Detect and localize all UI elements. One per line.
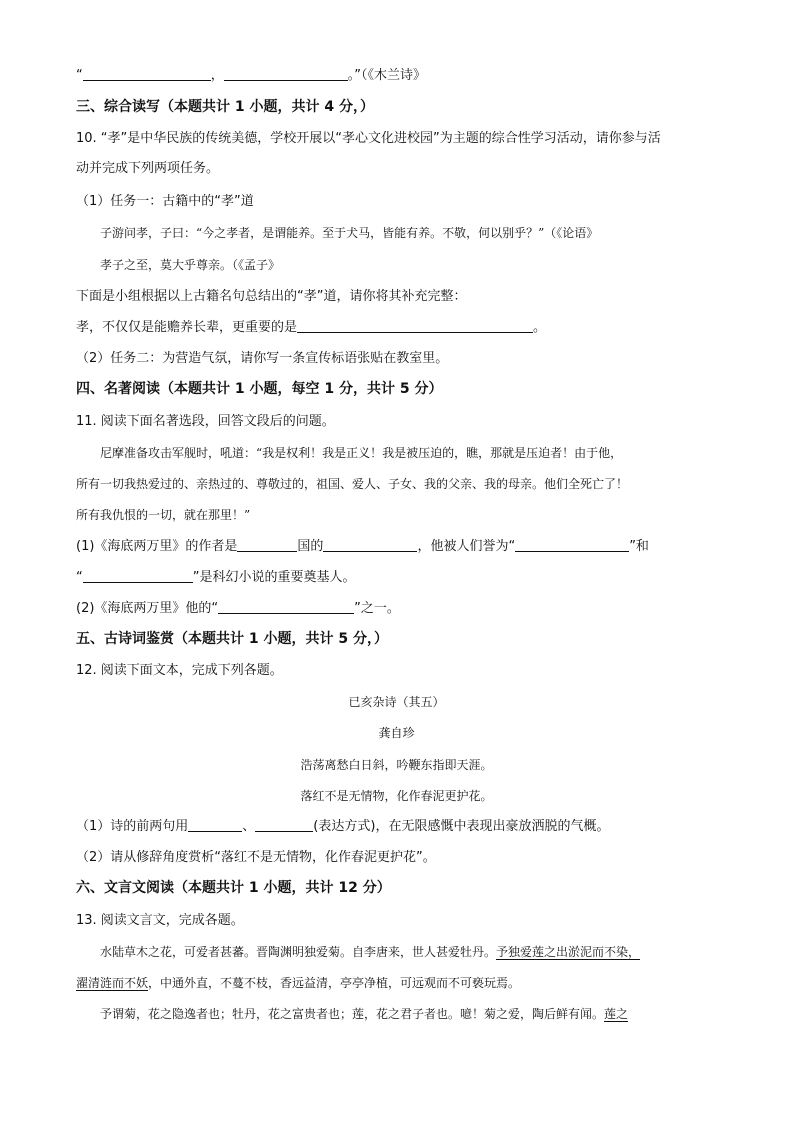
passage-11-line-3: 所有我仇恨的一切，就在那里！” bbox=[76, 508, 251, 522]
question-12: 12. 阅读下面文本，完成下列各题。 bbox=[76, 663, 283, 678]
section-5-heading: 五、古诗词鉴赏（本题共计 1 小题，共计 5 分，） bbox=[76, 631, 388, 647]
passage-11-line-2: 所有一切我热爱过的、亲热过的、尊敬过的，祖国、爱人、子女、我的父亲、我的母亲。他们全死亡了！ bbox=[76, 477, 629, 491]
task-1: （1）任务一：古籍中的“孝”道 bbox=[76, 194, 254, 209]
question-12-2: （2）请从修辞角度赏析“落红不是无情物，化作春泥更护花”。 bbox=[76, 850, 436, 865]
question-10-cont: 动并完成下列两项任务。 bbox=[76, 161, 220, 176]
answer-blank[interactable] bbox=[255, 817, 313, 832]
answer-blank[interactable] bbox=[83, 66, 211, 81]
question-10: 10. “孝”是中华民族的传统美德，学校开展以“孝心文化进校园”为主题的综合性学习活动，请你参与活 bbox=[76, 131, 661, 146]
section-6-heading: 六、文言文阅读（本题共计 1 小题，共计 12 分） bbox=[76, 880, 391, 896]
passage-11-line-1: 尼摩准备攻击军舰时，吼道：“我是权利！我是正义！我是被压迫的，瞧，那就是压迫者！由于他， bbox=[100, 446, 623, 460]
poem-title: 已亥杂诗（其五） bbox=[348, 695, 445, 709]
answer-blank[interactable] bbox=[83, 568, 193, 583]
answer-blank[interactable] bbox=[237, 537, 297, 552]
fill-line: 孝，不仅仅是能赡养长辈，更重要的是 。 bbox=[76, 320, 547, 335]
question-11-1-cont: “ ”是科幻小说的重要奠基人。 bbox=[76, 570, 356, 585]
answer-blank[interactable] bbox=[515, 537, 629, 552]
passage-13-line-2: 濯清涟而不妖，中通外直，不蔓不枝，香远益清，亭亭净植，可远观而不可亵玩焉。 bbox=[76, 976, 521, 990]
question-11: 11. 阅读下面名著选段，回答文段后的问题。 bbox=[76, 414, 335, 429]
answer-blank[interactable] bbox=[323, 537, 417, 552]
underlined-phrase: 莲之 bbox=[604, 1007, 629, 1021]
underlined-phrase: 濯清涟而不妖 bbox=[76, 976, 149, 990]
fill-prompt: 下面是小组根据以上古籍名句总结出的“孝”道，请你将其补充完整： bbox=[76, 289, 467, 304]
answer-blank[interactable] bbox=[218, 599, 354, 614]
section-3-heading: 三、综合读写（本题共计 1 小题，共计 4 分，） bbox=[76, 99, 374, 115]
quote-mengzi: 孝子之至，莫大乎尊亲。（《孟子》 bbox=[100, 258, 281, 272]
question-11-1: (1)《海底两万里》的作者是 国的 ，他被人们誉为“ ”和 bbox=[76, 539, 649, 554]
section-4-heading: 四、名著阅读（本题共计 1 小题，每空 1 分，共计 5 分） bbox=[76, 381, 443, 397]
question-12-1: （1）诗的前两句用 、 (表达方式)，在无限感慨中表现出豪放洒脱的气概。 bbox=[76, 819, 610, 834]
passage-13-line-3: 予谓菊，花之隐逸者也；牡丹，花之富贵者也；莲，花之君子者也。噫！菊之爱，陶后鲜有闻。莲之 bbox=[100, 1007, 629, 1021]
poem-line-2: 落红不是无情物，化作春泥更护花。 bbox=[300, 789, 493, 803]
poem-line-1: 浩荡离愁白日斜，吟鞭东指即天涯。 bbox=[300, 758, 493, 772]
answer-blank[interactable] bbox=[224, 66, 348, 81]
line-mulan: “ ， 。”（《木兰诗》 bbox=[76, 68, 427, 83]
underlined-phrase: 予独爱莲之出淤泥而不染， bbox=[496, 945, 641, 959]
answer-blank[interactable] bbox=[188, 817, 242, 832]
question-11-2: (2)《海底两万里》他的“ ”之一。 bbox=[76, 601, 400, 616]
task-2: （2）任务二：为营造气氛，请你写一条宣传标语张贴在教室里。 bbox=[76, 351, 449, 366]
poem-author: 龚自珍 bbox=[378, 726, 415, 740]
answer-blank[interactable] bbox=[297, 318, 533, 333]
passage-13-line-1: 水陆草木之花，可爱者甚蕃。晋陶渊明独爱菊。自李唐来，世人甚爱牡丹。予独爱莲之出淤泥而不染， bbox=[100, 945, 641, 959]
question-13: 13. 阅读文言文，完成各题。 bbox=[76, 913, 244, 928]
quote-lunyu: 子游问孝，子曰：“今之孝者，是谓能养。至于犬马，皆能有养。不敬，何以别乎？”（《论语》 bbox=[100, 226, 599, 240]
